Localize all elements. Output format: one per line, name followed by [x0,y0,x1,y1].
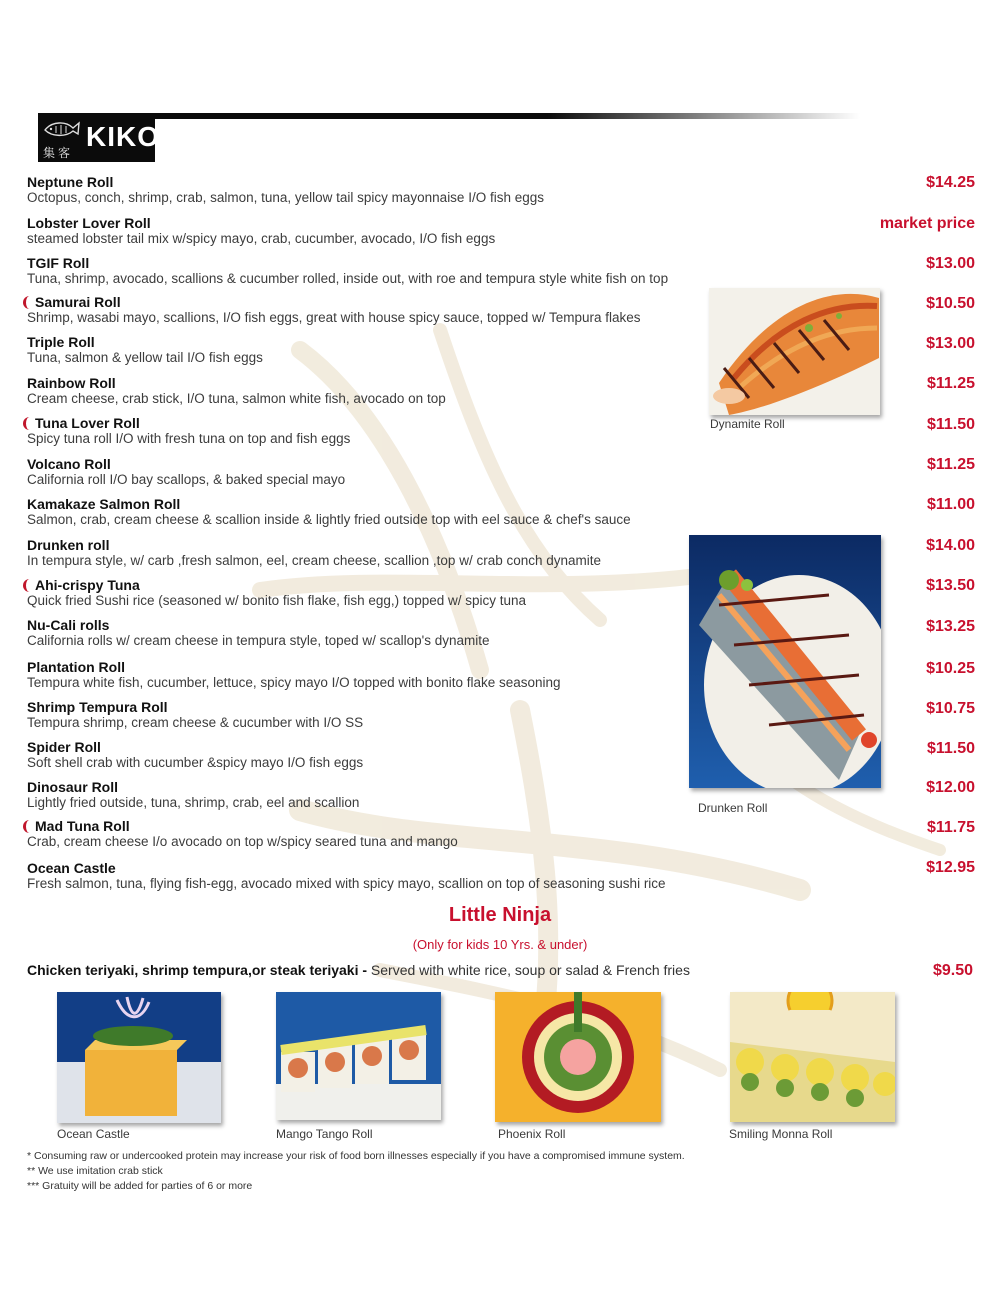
item-name: Plantation Roll [27,659,125,675]
item-price: $11.00 [926,496,975,513]
spicy-marker-icon [23,820,33,833]
kids-item-name: Chicken teriyaki, shrimp tempura,or steak teriyaki - [27,962,368,978]
item-price: $11.50 [926,740,975,757]
photo-caption: Ocean Castle [57,1127,130,1141]
kids-section-subtitle: (Only for kids 10 Yrs. & under) [412,937,588,952]
item-name: Drunken roll [27,537,110,553]
item-description: In tempura style, w/ carb ,fresh salmon, eel, cream cheese, scallion ,top w/ crab conch dynamite [27,553,602,568]
item-price: $10.25 [926,660,975,677]
photo-caption: Smiling Monna Roll [729,1127,833,1141]
item-price: $10.75 [926,700,975,717]
dynamite-roll-photo [709,288,880,415]
item-name: Dinosaur Roll [27,779,119,795]
item-price: $10.50 [926,295,975,312]
item-price: $11.75 [926,819,975,836]
item-name: Rainbow Roll [27,375,116,391]
photo-caption: Drunken Roll [698,801,768,815]
item-price: $13.25 [926,618,975,635]
item-description: Soft shell crab with cucumber &spicy mayo I/O fish eggs [27,755,364,770]
item-name: TGIF Roll [27,255,90,271]
item-description: California rolls w/ cream cheese in tempura style, toped w/ scallop's dynamite [27,633,490,648]
logo-wordmark: KIKO [86,121,160,152]
menu-item [27,860,907,892]
photo-caption: Mango Tango Roll [276,1127,373,1141]
item-price: $13.00 [926,335,975,352]
mango-tango-roll-photo [276,992,441,1120]
koi-fish-icon [42,118,80,140]
menu-item [27,215,907,247]
item-price: $11.25 [926,456,975,473]
item-name: Mad Tuna Roll [35,818,130,834]
kiko-logo [38,113,160,162]
item-description: Salmon, crab, cream cheese & scallion inside & lightly fried outside top with eel sauce & chef's sauce [27,512,631,527]
item-description: Cream cheese, crab stick, I/O tuna, salmon white fish, avocado on top [27,391,446,406]
kids-item-price: $9.50 [932,962,973,979]
item-name: Lobster Lover Roll [27,215,151,231]
spicy-marker-icon [23,579,33,592]
drunken-roll-photo [689,535,881,788]
photo-caption: Dynamite Roll [710,417,785,431]
item-price: $13.50 [926,577,975,594]
item-description: Fresh salmon, tuna, flying fish-egg, avocado mixed with spicy mayo, scallion on top of seasoning sushi rice [27,876,666,891]
spicy-marker-icon [23,417,33,430]
item-price: $14.00 [926,537,975,554]
item-description: Quick fried Sushi rice (seasoned w/ bonito fish flake, fish egg,) topped w/ spicy tuna [27,593,527,608]
item-description: Shrimp, wasabi mayo, scallions, I/O fish eggs, great with house spicy sauce, topped w/ Tempura flakes [27,310,641,325]
item-price: $11.50 [926,416,975,433]
kids-item-detail: Served with white rice, soup or salad & French fries [367,962,690,978]
kids-section-title: Little Ninja [448,904,552,926]
menu-item [27,456,907,488]
menu-item [27,818,907,850]
item-name: Ahi-crispy Tuna [35,577,140,593]
spicy-marker-icon [23,296,33,309]
item-description: Tempura shrimp, cream cheese & cucumber with I/O SS [27,715,364,730]
photo-caption: Phoenix Roll [498,1127,566,1141]
item-name: Spider Roll [27,739,101,755]
item-description: Tuna, shrimp, avocado, scallions & cucumber rolled, inside out, with roe and tempura style white fish on top [27,271,669,286]
smiling-monna-roll-photo [730,992,895,1122]
item-description: Tuna, salmon & yellow tail I/O fish eggs [27,350,263,365]
item-name: Kamakaze Salmon Roll [27,496,181,512]
kids-item [27,962,690,978]
header-bar [38,113,860,119]
item-price: $14.25 [926,174,975,191]
menu-item [27,496,907,528]
item-price: $13.00 [926,255,975,272]
item-name: Volcano Roll [27,456,111,472]
menu-item [27,255,907,287]
menu-item [27,174,907,206]
footnote: *** Gratuity will be added for parties of 6 or more [27,1180,253,1192]
ocean-castle-photo [57,992,221,1123]
item-description: Lightly fried outside, tuna, shrimp, crab, eel and scallion [27,795,360,810]
footnote: * Consuming raw or undercooked protein may increase your risk of food born illnesses especially if you have a compromised immune system. [27,1150,685,1162]
item-name: Triple Roll [27,334,95,350]
item-description: Tempura white fish, cucumber, lettuce, spicy mayo I/O topped with bonito flake seasoning [27,675,561,690]
item-price: $11.25 [926,375,975,392]
item-description: Spicy tuna roll I/O with fresh tuna on top and fish eggs [27,431,351,446]
item-name: Neptune Roll [27,174,114,190]
logo-hanzi: 集客 [43,146,74,160]
item-price: market price [879,215,975,232]
item-price: $12.95 [926,859,975,876]
item-price: $12.00 [926,779,975,796]
item-description: steamed lobster tail mix w/spicy mayo, crab, cucumber, avocado, I/O fish eggs [27,231,496,246]
phoenix-roll-photo [495,992,661,1122]
item-name: Tuna Lover Roll [35,415,140,431]
item-description: Crab, cream cheese I/o avocado on top w/spicy seared tuna and mango [27,834,458,849]
item-name: Shrimp Tempura Roll [27,699,168,715]
item-description: Octopus, conch, shrimp, crab, salmon, tuna, yellow tail spicy mayonnaise I/O fish eggs [27,190,544,205]
item-name: Samurai Roll [35,294,121,310]
item-name: Ocean Castle [27,860,116,876]
item-name: Nu-Cali rolls [27,617,110,633]
footnote: ** We use imitation crab stick [27,1165,163,1177]
item-description: California roll I/O bay scallops, & baked special mayo [27,472,346,487]
